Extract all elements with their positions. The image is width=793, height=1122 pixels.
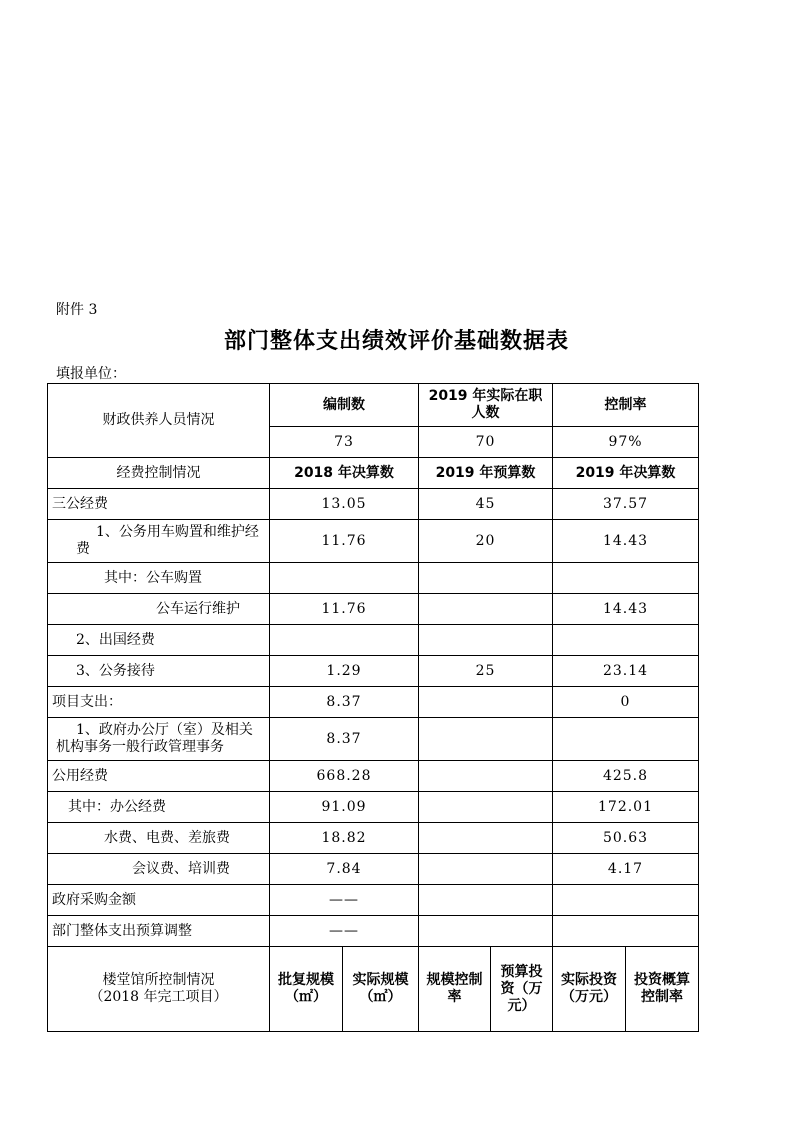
- table-row: [48, 625, 699, 656]
- attachment-label: 附件 3: [56, 302, 98, 318]
- row-value-2018: 1.29: [270, 656, 419, 687]
- row-label: 其中：办公经费: [48, 792, 270, 823]
- row-value-2019-budget: 25: [419, 656, 553, 687]
- row-value-2019-budget: [419, 761, 553, 792]
- row-value-2019-final: 172.01: [553, 792, 699, 823]
- table-row: [48, 761, 699, 792]
- row-value-2018: ——: [270, 916, 419, 947]
- table-row: [48, 489, 699, 520]
- row-value-2019-budget: [419, 563, 553, 594]
- row-value-2019-final: [553, 625, 699, 656]
- table-row: [48, 520, 699, 563]
- row-value-2018: 8.37: [270, 687, 419, 718]
- table-row: [48, 718, 699, 761]
- table-row: [48, 823, 699, 854]
- row-label: 其中：公车购置: [48, 563, 270, 594]
- table-row: [48, 687, 699, 718]
- row-value-2019-budget: [419, 625, 553, 656]
- row-value-2018: 7.84: [270, 854, 419, 885]
- row-value-2019-budget: [419, 594, 553, 625]
- row-value-2019-final: [553, 718, 699, 761]
- row-label: 3、公务接待: [48, 656, 270, 687]
- row-label: 水费、电费、差旅费: [48, 823, 270, 854]
- row-value-2019-final: 0: [553, 687, 699, 718]
- expense-header-row: [48, 458, 699, 489]
- data-table: [47, 383, 699, 1032]
- row-value-2018: 13.05: [270, 489, 419, 520]
- row-value-2019-final: 23.14: [553, 656, 699, 687]
- row-value-2019-budget: 45: [419, 489, 553, 520]
- building-label: [48, 947, 270, 1032]
- row-value-2019-budget: [419, 885, 553, 916]
- staff-rate-value: 97%: [553, 427, 699, 458]
- row-label: 政府采购金额: [48, 885, 270, 916]
- row-value-2019-budget: [419, 823, 553, 854]
- row-value-2019-budget: [419, 854, 553, 885]
- staff-col-actual: 2019 年实际在职人数: [419, 384, 553, 427]
- building-budget-investment: 预算投资（万元）: [491, 947, 553, 1032]
- table-row: [48, 656, 699, 687]
- document-title: 部门整体支出绩效评价基础数据表: [223, 329, 569, 354]
- row-label: 1、公务用车购置和维护经费: [48, 520, 270, 563]
- row-value-2018: 91.09: [270, 792, 419, 823]
- building-approved-scale: 批复规模（㎡）: [270, 947, 343, 1032]
- row-label: 部门整体支出预算调整: [48, 916, 270, 947]
- row-label: 2、出国经费: [48, 625, 270, 656]
- table-row: [48, 885, 699, 916]
- row-label: 会议费、培训费: [48, 854, 270, 885]
- row-value-2018: 18.82: [270, 823, 419, 854]
- row-value-2019-final: 37.57: [553, 489, 699, 520]
- expense-col-2019-final: 2019 年决算数: [553, 458, 699, 489]
- building-investment-rate: 投资概算控制率: [626, 947, 699, 1032]
- row-value-2019-final: 425.8: [553, 761, 699, 792]
- row-value-2019-final: [553, 563, 699, 594]
- table-row: [48, 854, 699, 885]
- row-value-2019-budget: [419, 687, 553, 718]
- table-row: [48, 563, 699, 594]
- row-value-2018: [270, 625, 419, 656]
- staff-header-row: [48, 384, 699, 427]
- row-value-2019-final: 4.17: [553, 854, 699, 885]
- row-label: 1、政府办公厅（室）及相关机构事务一般行政管理事务: [48, 718, 270, 761]
- table-row: [48, 916, 699, 947]
- staff-col-rate: 控制率: [553, 384, 699, 427]
- expense-label: 经费控制情况: [48, 458, 270, 489]
- building-row: [48, 947, 699, 1032]
- row-value-2018: ——: [270, 885, 419, 916]
- staff-label: 财政供养人员情况: [48, 384, 270, 458]
- row-value-2019-final: [553, 885, 699, 916]
- building-scale-rate: 规模控制率: [419, 947, 491, 1032]
- row-value-2019-final: [553, 916, 699, 947]
- row-value-2019-budget: [419, 718, 553, 761]
- row-value-2018: 8.37: [270, 718, 419, 761]
- table-row: [48, 594, 699, 625]
- row-value-2018: 11.76: [270, 594, 419, 625]
- row-value-2019-final: 14.43: [553, 594, 699, 625]
- staff-quota-value: 73: [270, 427, 419, 458]
- building-label-line2: （2018 年完工项目）: [89, 989, 228, 1005]
- row-label: 公车运行维护: [48, 594, 270, 625]
- row-value-2018: 11.76: [270, 520, 419, 563]
- expense-col-2019-budget: 2019 年预算数: [419, 458, 553, 489]
- row-value-2019-budget: 20: [419, 520, 553, 563]
- row-label: 公用经费: [48, 761, 270, 792]
- table-row: [48, 792, 699, 823]
- row-value-2019-budget: [419, 792, 553, 823]
- row-label: 项目支出：: [48, 687, 270, 718]
- row-label: 三公经费: [48, 489, 270, 520]
- staff-actual-value: 70: [419, 427, 553, 458]
- row-value-2018: 668.28: [270, 761, 419, 792]
- staff-col-quota: 编制数: [270, 384, 419, 427]
- row-value-2019-final: 14.43: [553, 520, 699, 563]
- building-label-line1: 楼堂馆所控制情况: [102, 972, 215, 988]
- expense-col-2018-final: 2018 年决算数: [270, 458, 419, 489]
- unit-label: 填报单位：: [56, 366, 126, 382]
- row-value-2019-budget: [419, 916, 553, 947]
- row-value-2019-final: 50.63: [553, 823, 699, 854]
- row-value-2018: [270, 563, 419, 594]
- building-actual-investment: 实际投资（万元）: [553, 947, 626, 1032]
- building-actual-scale: 实际规模（㎡）: [343, 947, 419, 1032]
